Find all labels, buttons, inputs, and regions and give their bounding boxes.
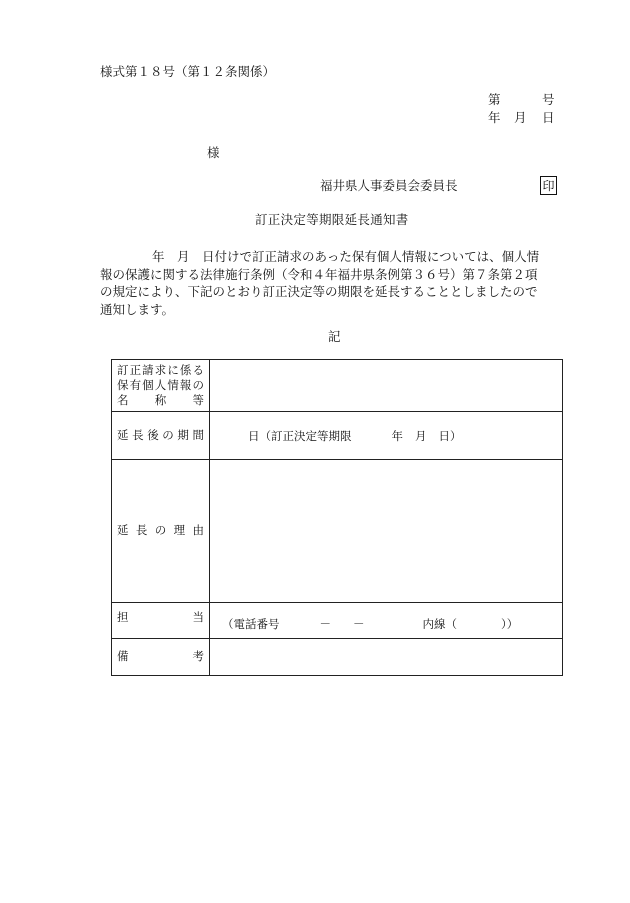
- info-name-label: [112, 360, 210, 412]
- body-line: 報の保護に関する法律施行条例（令和４年福井県条例第３６号）第７条第２項: [100, 266, 538, 282]
- issuer-name: 福井県人事委員会委員長: [320, 178, 458, 193]
- label-char: に: [167, 363, 179, 377]
- label-char: 当: [192, 610, 204, 624]
- doc-number-go: 号: [542, 92, 555, 107]
- reason-value[interactable]: [210, 460, 563, 603]
- date-month: 月: [514, 110, 527, 125]
- info-name-value[interactable]: [210, 360, 563, 412]
- label-char: 後: [147, 427, 159, 442]
- label-char: 係: [179, 363, 192, 377]
- label-char: 請: [142, 363, 154, 377]
- label-char: 求: [154, 363, 167, 377]
- label-char: 有: [129, 378, 142, 392]
- label-char: の: [192, 378, 204, 392]
- details-table: [111, 359, 563, 676]
- body-line: の規定により、下記のとおり訂正決定等の期限を延長することとしましたので: [100, 284, 538, 299]
- date-year: 年: [488, 110, 501, 125]
- label-char: 考: [192, 649, 204, 664]
- label-char: 延: [117, 427, 129, 442]
- label-char: 担: [117, 610, 129, 624]
- ki-heading: 記: [328, 329, 341, 344]
- label-char: 間: [192, 427, 204, 442]
- body-paragraph: [100, 248, 560, 318]
- period-label: [112, 412, 210, 460]
- body-line: 年 月 日付けで訂正請求のあった保有個人情報については、個人情: [152, 249, 540, 264]
- table-row: [112, 460, 563, 603]
- label-char: 報: [179, 378, 192, 392]
- label-char: の: [162, 427, 174, 442]
- table-row: [112, 412, 563, 460]
- label-char: 等: [192, 393, 204, 407]
- label-char: 正: [129, 363, 142, 377]
- label-char: 訂: [117, 363, 129, 377]
- label-char: る: [192, 363, 204, 377]
- doc-number-dai: 第: [488, 92, 501, 107]
- period-day: 日: [248, 428, 260, 443]
- document-title: 訂正決定等期限延長通知書: [255, 212, 409, 227]
- label-char: 保: [117, 378, 129, 392]
- label-char: 名: [117, 393, 129, 407]
- remarks-value[interactable]: [210, 639, 563, 676]
- phone-label: （電話番号: [222, 617, 280, 631]
- period-close: 日）: [438, 428, 462, 443]
- contact-value[interactable]: [210, 603, 563, 639]
- label-char: 個: [142, 378, 154, 392]
- period-year: 年: [391, 428, 403, 443]
- table-row: [112, 603, 563, 639]
- period-deadline-label: （訂正決定等期限: [259, 428, 352, 443]
- label-char: 理: [173, 523, 186, 538]
- extension-label: 内線（: [422, 617, 457, 631]
- label-char: 由: [192, 523, 204, 538]
- reason-label: [112, 460, 210, 603]
- label-char: 期: [177, 427, 189, 442]
- label-char: 情: [167, 378, 179, 392]
- table-row: [112, 639, 563, 676]
- label-char: 長: [132, 427, 144, 442]
- label-char: 人: [154, 378, 167, 392]
- phone-dash: －: [319, 617, 331, 631]
- period-value[interactable]: [210, 412, 563, 460]
- label-char: 長: [135, 523, 148, 538]
- label-char: 延: [117, 523, 129, 538]
- remarks-label: [112, 639, 210, 676]
- extension-close: ））: [501, 617, 519, 631]
- label-char: 備: [117, 649, 129, 664]
- table-row: [112, 360, 563, 412]
- form-number: 様式第１８号（第１２条関係）: [100, 64, 276, 79]
- addressee-suffix: 様: [207, 145, 220, 160]
- contact-label: [112, 603, 210, 639]
- seal-mark: 印: [540, 176, 557, 195]
- body-line: 通知します。: [100, 301, 175, 317]
- label-char: の: [154, 523, 167, 538]
- phone-dash: －: [353, 617, 365, 631]
- label-char: 称: [154, 393, 167, 407]
- date-day: 日: [542, 110, 555, 125]
- period-month: 月: [415, 428, 427, 443]
